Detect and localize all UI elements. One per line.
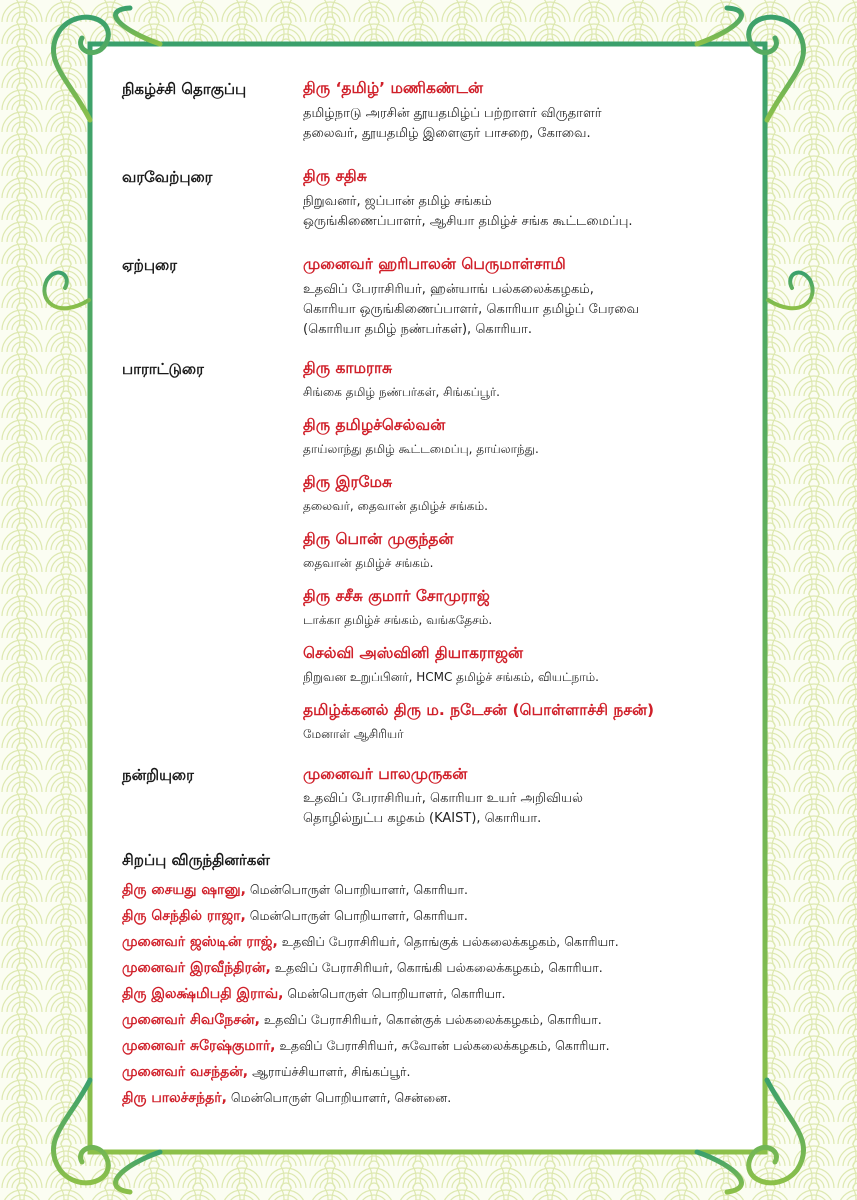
desc-line: நிறுவனர், ஜப்பான் தமிழ் சங்கம் [303, 194, 492, 209]
guest-list [122, 882, 619, 1116]
section-label-compere: நிகழ்ச்சி தொகுப்பு [122, 80, 247, 98]
vote-of-thanks-desc [303, 789, 583, 829]
guest-item [122, 960, 619, 986]
felicitation-desc: சிங்கை தமிழ் நண்பர்கள், சிங்கப்பூர். [303, 385, 500, 399]
desc-line: தமிழ்நாடு அரசின் தூயதமிழ்ப் பற்றாளர் விருதாளர் [303, 106, 602, 121]
guest-name: திரு பாலச்சந்தர், [122, 1090, 227, 1106]
guest-role: மென்பொருள் பொறியாளர், சென்னை. [230, 1090, 452, 1105]
guest-role: மென்பொருள் பொறியாளர், கொரியா. [249, 908, 468, 923]
guest-item [122, 934, 619, 960]
guest-item [122, 1064, 619, 1090]
guest-role: உதவிப் பேராசிரியர், கொங்கி பல்கலைக்கழகம், கொரியா. [274, 960, 603, 975]
guest-role: உதவிப் பேராசிரியர், கொன்குக் பல்கலைக்கழகம், கொரியா. [263, 1012, 602, 1027]
guests-heading: சிறப்பு விருந்தினர்கள் [122, 851, 270, 869]
felicitation-name: திரு சசீசு குமார் சோமுராஜ் [303, 587, 490, 605]
compere-desc [303, 104, 602, 144]
guest-name: திரு இலக்ஷ்மிபதி இராவ், [122, 986, 284, 1002]
section-label-felicitation: பாராட்டுரை [122, 360, 204, 378]
desc-line: உதவிப் பேராசிரியர், கொரியா உயர் அறிவியல் [303, 791, 583, 806]
felicitation-desc: டாக்கா தமிழ்ச் சங்கம், வங்கதேசம். [303, 613, 493, 627]
desc-line: தொழில்நுட்ப கழகம் (KAIST), கொரியா. [303, 811, 542, 826]
guest-name: திரு செந்தில் ராஜா, [122, 908, 246, 924]
welcome-name: திரு சதிசு [303, 167, 367, 185]
felicitation-desc: தலைவர், தைவான் தமிழ்ச் சங்கம். [303, 499, 488, 513]
guest-item [122, 986, 619, 1012]
guest-role: மென்பொருள் பொறியாளர், கொரியா. [287, 986, 506, 1001]
felicitation-name: திரு காமராசு [303, 359, 393, 377]
desc-line: உதவிப் பேராசிரியர், ஹன்யாங் பல்கலைக்கழகம், [303, 282, 594, 297]
felicitation-name: தமிழ்க்கனல் திரு ம. நடேசன் (பொள்ளாச்சி நசன்) [303, 701, 655, 719]
guest-role: மென்பொருள் பொறியாளர், கொரியா. [249, 882, 468, 897]
guest-name: முனைவர் இரவீந்திரன், [122, 960, 271, 976]
guest-name: முனைவர் சிவநேசன், [122, 1012, 260, 1028]
felicitation-name: திரு இரமேசு [303, 473, 393, 491]
guest-role: உதவிப் பேராசிரியர், தொங்குக் பல்கலைக்கழகம், கொரியா. [281, 934, 619, 949]
desc-line: ஒருங்கிணைப்பாளர், ஆசியா தமிழ்ச் சங்க கூட்டமைப்பு. [303, 214, 633, 229]
acceptance-name: முனைவர் ஹரிபாலன் பெருமாள்சாமி [303, 255, 566, 273]
felicitation-desc: மேனாள் ஆசிரியர் [303, 727, 404, 741]
guest-item [122, 1090, 619, 1116]
section-label-acceptance: ஏற்புரை [122, 256, 177, 274]
guest-name: முனைவர் வசந்தன், [122, 1064, 249, 1080]
desc-line: தலைவர், தூயதமிழ் இளைஞர் பாசறை, கோவை. [303, 126, 591, 141]
felicitation-desc: தாய்லாந்து தமிழ் கூட்டமைப்பு, தாய்லாந்து. [303, 442, 539, 456]
felicitation-desc: நிறுவன உறுப்பினர், HCMC தமிழ்ச் சங்கம், வியட்நாம். [303, 670, 599, 684]
felicitation-desc: தைவான் தமிழ்ச் சங்கம். [303, 556, 434, 570]
guest-name: திரு சையது ஷானு, [122, 882, 246, 898]
section-label-vote-of-thanks: நன்றியுரை [122, 766, 194, 784]
welcome-desc [303, 192, 633, 232]
compere-name: திரு ‘தமிழ்’ மணிகண்டன் [303, 79, 483, 97]
guest-name: முனைவர் ஜஸ்டின் ராஜ், [122, 934, 278, 950]
desc-line: (கொரியா தமிழ் நண்பர்கள்), கொரியா. [303, 322, 532, 337]
guest-item [122, 908, 619, 934]
acceptance-desc [303, 280, 639, 340]
desc-line: கொரியா ஒருங்கிணைப்பாளர், கொரியா தமிழ்ப் பேரவை [303, 302, 639, 317]
guest-name: முனைவர் சுரேஷ்குமார், [122, 1038, 276, 1054]
vote-of-thanks-name: முனைவர் பாலமுருகன் [303, 765, 468, 783]
guest-item [122, 882, 619, 908]
felicitation-name: திரு பொன் முகுந்தன் [303, 530, 454, 548]
section-label-welcome: வரவேற்புரை [122, 168, 213, 186]
felicitation-name: செல்வி அஸ்வினி தியாகராஜன் [303, 644, 524, 662]
guest-role: உதவிப் பேராசிரியர், சுவோன் பல்கலைக்கழகம், கொரியா. [279, 1038, 610, 1053]
guest-item [122, 1038, 619, 1064]
guest-role: ஆராய்ச்சியாளர், சிங்கப்பூர். [252, 1064, 411, 1079]
felicitation-name: திரு தமிழச்செல்வன் [303, 416, 446, 434]
guest-item [122, 1012, 619, 1038]
